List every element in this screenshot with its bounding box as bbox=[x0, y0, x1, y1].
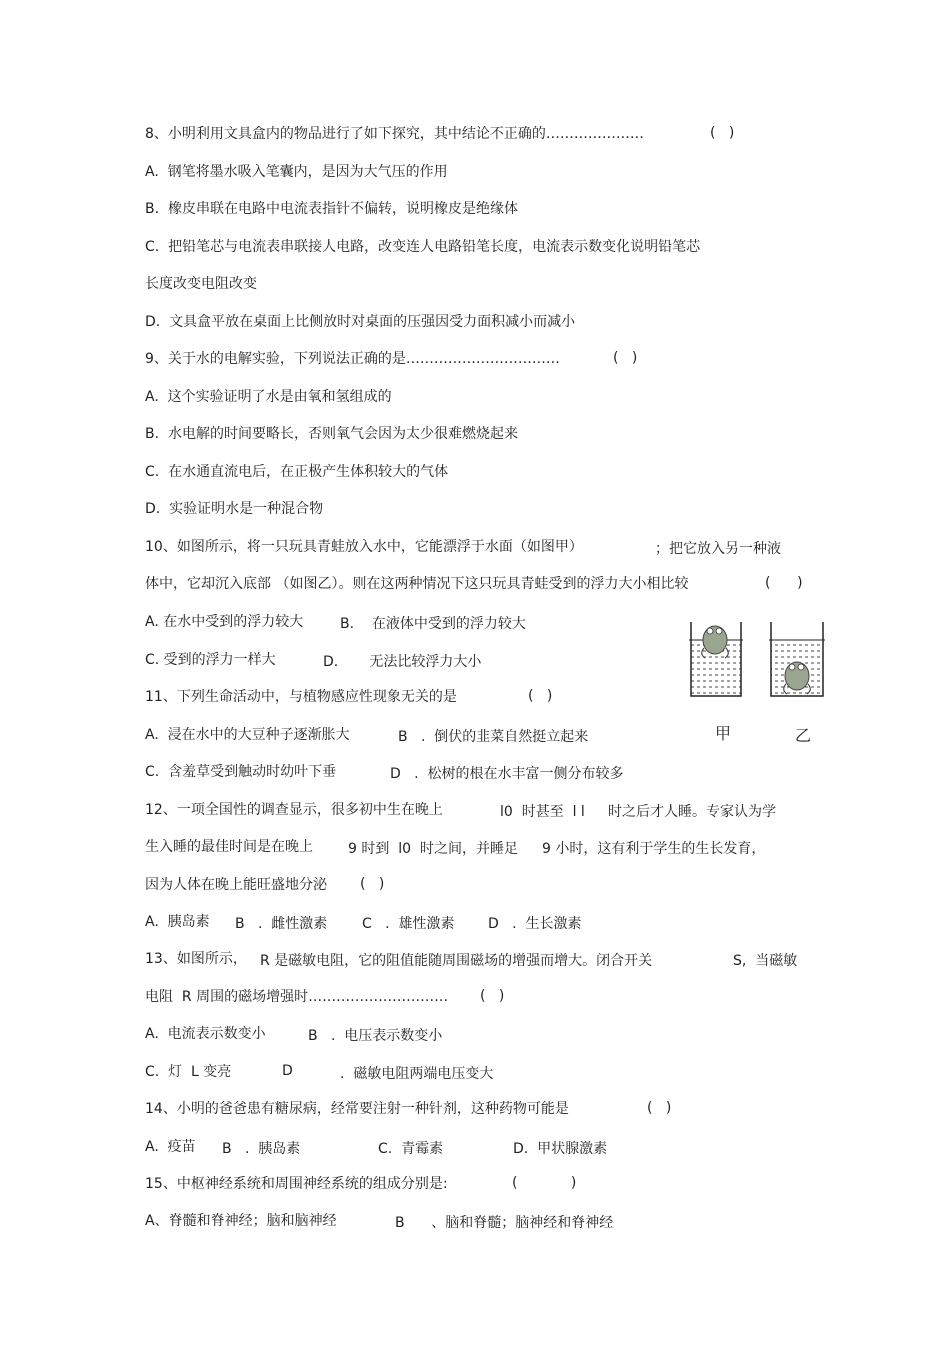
q11-option-a: A. 浸在水中的大豆种子逐渐胀大 bbox=[145, 727, 350, 743]
q11-stem: 11、下列生命活动中，与植物感应性现象无关的是 bbox=[145, 689, 457, 705]
q11-option-d: D . 松树的根在水丰富一侧分布较多 bbox=[390, 766, 624, 782]
q12-stem-line2-end: 9 小时，这有利于学生的生长发育， bbox=[542, 841, 766, 857]
q13-answer-paren: ( ) bbox=[480, 988, 505, 1004]
q12-stem-line2-mid: 9 时到 l0 时之间，并睡足 bbox=[348, 841, 518, 857]
q8-option-a: A. 钢笔将墨水吸入笔囊内，是因为大气压的作用 bbox=[145, 164, 448, 180]
q9-stem: 9、关于水的电解实验，下列说法正确的是…………………………… bbox=[145, 351, 560, 367]
q11-option-b: B . 倒伏的韭菜自然挺立起来 bbox=[398, 729, 589, 745]
q12-option-c: C . 雄性激素 bbox=[362, 916, 455, 932]
figure-label-jia: 甲 bbox=[715, 724, 732, 743]
q14-answer-paren: ( ) bbox=[647, 1100, 672, 1116]
q14-option-b: B . 胰岛素 bbox=[222, 1141, 301, 1157]
beaker-yi bbox=[769, 622, 825, 696]
q13-option-a: A. 电流表示数变小 bbox=[145, 1026, 266, 1042]
q15-option-b: B 、脑和脊髓；脑神经和脊神经 bbox=[395, 1215, 614, 1231]
q13-option-c: C. 灯 L 变亮 bbox=[145, 1064, 232, 1080]
q14-option-a: A. 疫苗 bbox=[145, 1139, 196, 1155]
q10-stem-line1-end: ；把它放入另一种液 bbox=[655, 541, 781, 557]
q12-stem-line1: 12、一项全国性的调查显示，很多初中生在晚上 bbox=[145, 802, 443, 818]
q10-stem-line2: 体中，它却沉入底部 （如图乙）。则在这两种情况下这只玩具青蛙受到的浮力大小相比较 bbox=[145, 576, 689, 592]
q9-option-d: D. 实验证明水是一种混合物 bbox=[145, 501, 324, 517]
q13-option-d-letter: D bbox=[282, 1063, 293, 1079]
q13-stem-line1-end: S, 当磁敏 bbox=[733, 953, 798, 969]
q13-stem-line1-mid: R 是磁敏电阻，它的阻值能随周围磁场的增强而增大。闭合开关 bbox=[260, 953, 653, 969]
q13-stem-line2: 电阻 R 周围的磁场增强时………………………… bbox=[145, 989, 449, 1005]
q14-stem: 14、小明的爸爸患有糖尿病，经常要注射一种针剂，这种药物可能是 bbox=[145, 1101, 569, 1117]
q12-option-d: D . 生长激素 bbox=[488, 916, 582, 932]
q10-option-c: C. 受到的浮力一样大 bbox=[145, 652, 276, 668]
q9-answer-paren: ( ) bbox=[613, 350, 638, 366]
q8-option-b: B. 橡皮串联在电路中电流表指针不偏转，说明橡皮是绝缘体 bbox=[145, 201, 518, 217]
q8-option-c-cont: 长度改变电阻改变 bbox=[145, 276, 257, 292]
q11-option-c: C. 含羞草受到触动时幼叶下垂 bbox=[145, 764, 337, 780]
q14-option-c: C. 青霉素 bbox=[378, 1141, 444, 1157]
q15-answer-paren: ( ) bbox=[512, 1175, 577, 1191]
q12-stem-line3: 因为人体在晚上能旺盛地分泌 bbox=[145, 877, 327, 893]
q8-answer-paren: ( ) bbox=[710, 125, 735, 141]
q8-option-c: C. 把铅笔芯与电流表串联接人电路，改变连人电路铅笔长度，电流表示数变化说明铅笔芯 bbox=[145, 239, 701, 255]
q10-option-d: D. 无法比较浮力大小 bbox=[323, 654, 482, 670]
beaker-jia bbox=[689, 622, 743, 696]
q12-option-a: A. 胰岛素 bbox=[145, 914, 210, 930]
q12-stem-line1-mid: l0 时甚至 l l bbox=[500, 804, 585, 820]
q15-option-a: A、脊髓和脊神经；脑和脑神经 bbox=[145, 1213, 337, 1229]
frog-beakers-figure bbox=[685, 618, 835, 708]
q11-answer-paren: ( ) bbox=[528, 688, 553, 704]
q13-option-d: . 磁敏电阻两端电压变大 bbox=[340, 1066, 494, 1082]
q13-stem-line1: 13、如图所示， bbox=[145, 951, 247, 967]
q10-option-a: A. 在水中受到的浮力较大 bbox=[145, 614, 304, 630]
q13-option-b: B . 电压表示数变小 bbox=[308, 1028, 443, 1044]
q14-option-d: D. 甲状腺激素 bbox=[513, 1141, 608, 1157]
q8-option-d: D. 文具盒平放在桌面上比侧放时对桌面的压强因受力面积减小而减小 bbox=[145, 314, 576, 330]
q9-option-b: B. 水电解的时间要略长，否则氧气会因为太少很难燃烧起来 bbox=[145, 426, 518, 442]
q12-answer-paren: ( ) bbox=[360, 876, 385, 892]
q15-stem: 15、中枢神经系统和周围神经系统的组成分别是: bbox=[145, 1176, 448, 1192]
q10-option-b: B. 在液体中受到的浮力较大 bbox=[340, 616, 526, 632]
figure-label-yi: 乙 bbox=[795, 726, 812, 745]
q9-option-c: C. 在水通直流电后，在正极产生体积较大的气体 bbox=[145, 464, 449, 480]
q9-option-a: A. 这个实验证明了水是由氧和氢组成的 bbox=[145, 389, 392, 405]
q12-stem-line2: 生入睡的最佳时间是在晚上 bbox=[145, 839, 313, 855]
q12-stem-line1-end: 时之后才人睡。专家认为学 bbox=[608, 804, 776, 820]
q12-option-b: B . 雌性激素 bbox=[235, 916, 328, 932]
q10-answer-paren: ( ) bbox=[765, 575, 803, 591]
q10-stem-line1: 10、如图所示，将一只玩具青蛙放入水中，它能漂浮于水面（如图甲） bbox=[145, 539, 583, 555]
q8-stem: 8、小明利用文具盒内的物品进行了如下探究，其中结论不正确的………………… bbox=[145, 126, 644, 142]
